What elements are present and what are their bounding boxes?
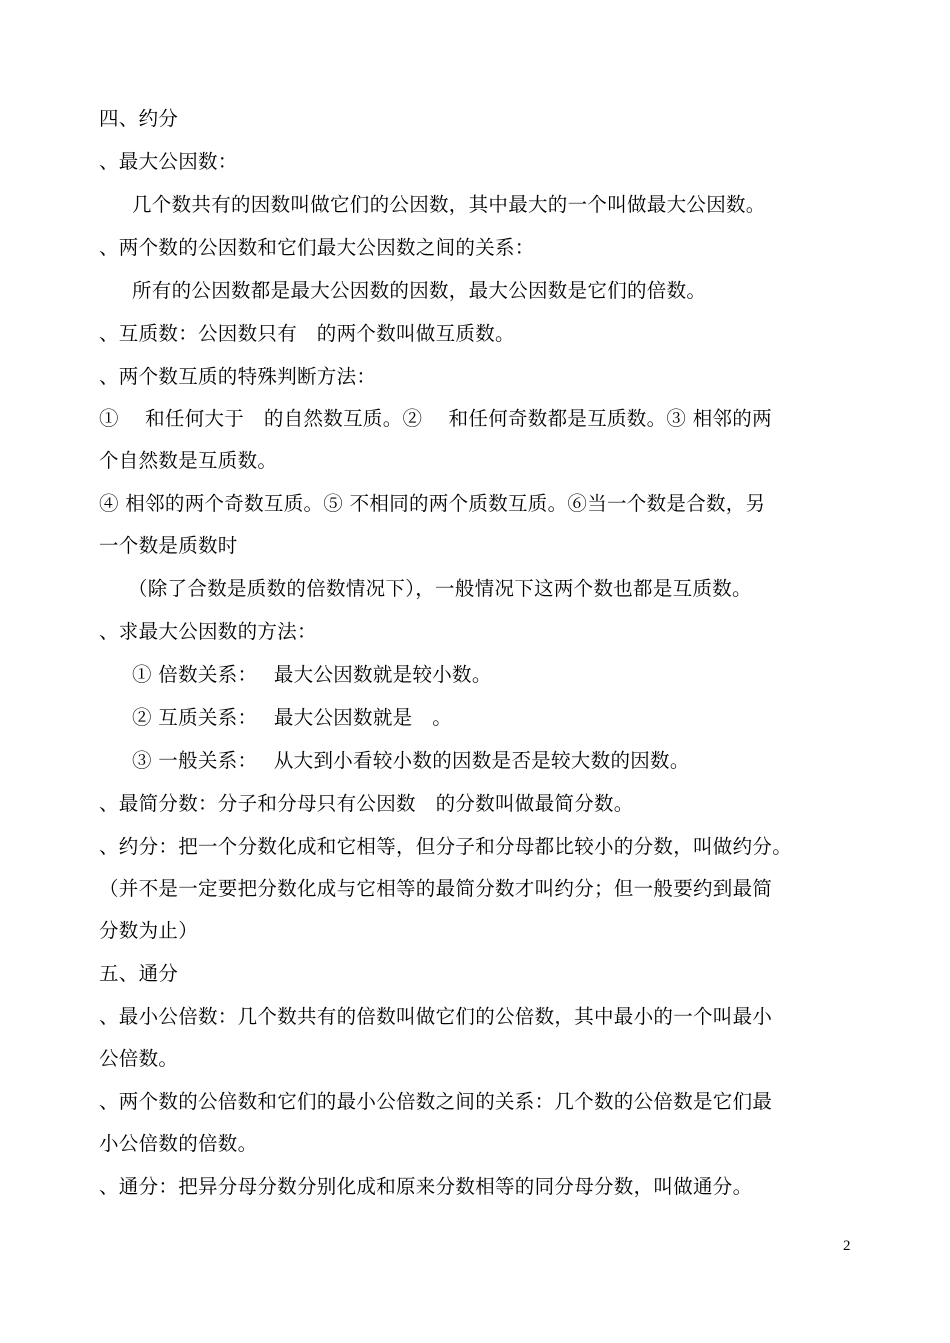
item-gcd-definition: 几个数共有的因数叫做它们的公因数，其中最大的一个叫做最大公因数。	[132, 193, 766, 216]
item-simplest-fraction: 、最简分数：分子和分母只有公因数 的分数叫做最简分数。	[99, 792, 634, 815]
item-coprime-methods-line-5: （除了合数是质数的倍数情况下），一般情况下这两个数也都是互质数。	[128, 577, 752, 600]
item-gcd-method-coprime: ② 互质关系： 最大公因数就是 。	[132, 706, 453, 729]
item-lcm-definition-line-2: 公倍数。	[99, 1047, 179, 1070]
page-number: 2	[843, 1238, 851, 1254]
section-heading-common-denominator: 五、通分	[99, 962, 179, 985]
item-coprime-methods-title: 、两个数互质的特殊判断方法：	[99, 365, 377, 388]
item-common-denominator-definition: 、通分：把异分母分数分别化成和原来分数相等的同分母分数，叫做通分。	[99, 1175, 753, 1198]
item-coprime-methods-line-4: 一个数是质数时	[99, 534, 238, 557]
item-common-factor-relation-title: 、两个数的公因数和它们最大公因数之间的关系：	[99, 236, 535, 259]
item-gcd-methods-title: 、求最大公因数的方法：	[99, 620, 317, 643]
item-coprime-methods-line-3: ④ 相邻的两个奇数互质。⑤ 不相同的两个质数互质。⑥当一个数是合数，另	[99, 492, 766, 515]
item-coprime-methods-line-1: ① 和任何大于 的自然数互质。② 和任何奇数都是互质数。③ 相邻的两	[99, 407, 772, 430]
item-reduction-definition: 、约分：把一个分数化成和它相等，但分子和分母都比较小的分数，叫做约分。	[99, 835, 793, 858]
item-coprime-definition: 、互质数：公因数只有 的两个数叫做互质数。	[99, 322, 515, 345]
item-lcm-definition-line-1: 、最小公倍数：几个数共有的倍数叫做它们的公倍数，其中最小的一个叫最小	[99, 1005, 773, 1028]
item-gcd-title: 、最大公因数：	[99, 150, 238, 173]
item-gcd-method-multiple: ① 倍数关系： 最大公因数就是较小数。	[132, 663, 492, 686]
item-reduction-note-line-2: 分数为止）	[99, 919, 199, 942]
section-heading-reduction: 四、约分	[99, 107, 179, 130]
item-common-factor-relation-text: 所有的公因数都是最大公因数的因数，最大公因数是它们的倍数。	[132, 279, 707, 302]
item-lcm-relation-line-2: 小公倍数的倍数。	[99, 1132, 258, 1155]
item-coprime-methods-line-2: 个自然数是互质数。	[99, 449, 278, 472]
item-gcd-method-general: ③ 一般关系： 从大到小看较小数的因数是否是较大数的因数。	[132, 749, 690, 772]
item-reduction-note-line-1: （并不是一定要把分数化成与它相等的最简分数才叫约分；但一般要约到最简	[99, 877, 773, 900]
item-lcm-relation-line-1: 、两个数的公倍数和它们的最小公倍数之间的关系：几个数的公倍数是它们最	[99, 1090, 773, 1113]
